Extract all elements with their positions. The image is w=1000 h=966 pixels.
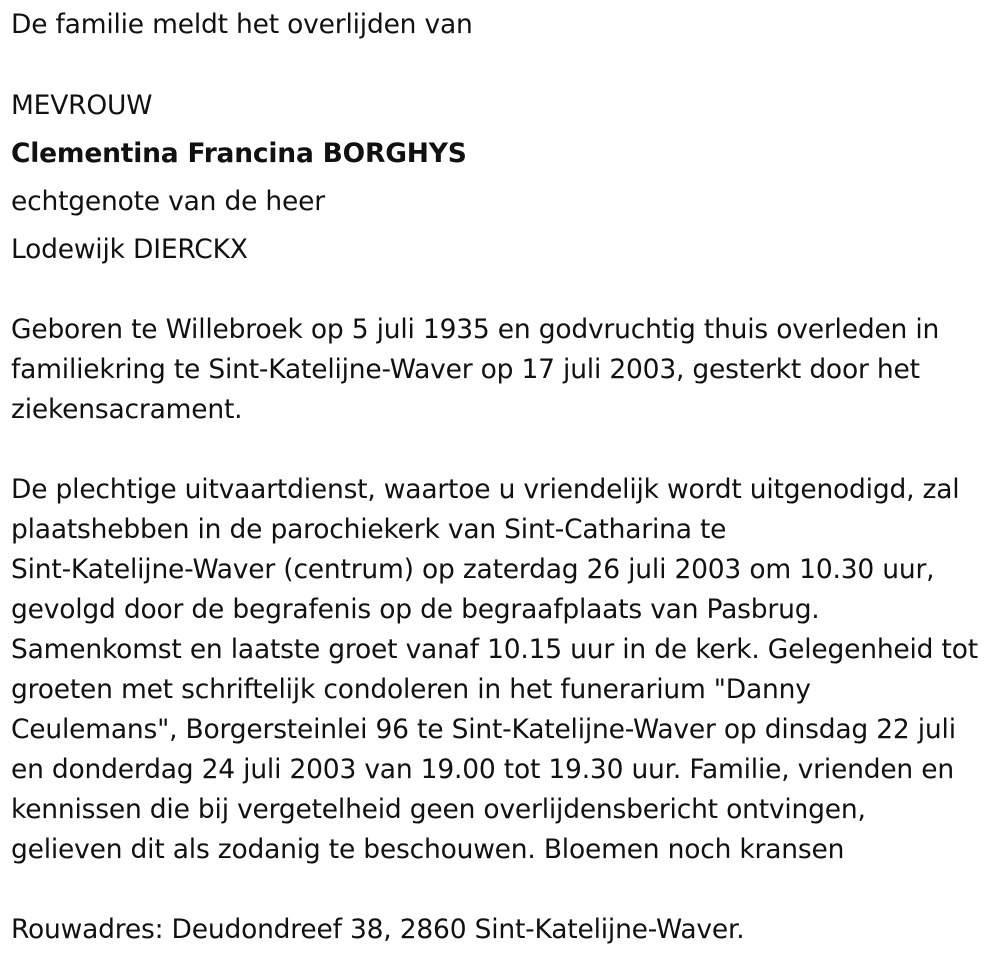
paragraph-line: gevolgd door de begrafenis op de begraafplaats van Pasbrug. [11, 594, 820, 625]
spouse-name: Lodewijk DIERCKX [11, 234, 248, 265]
paragraph-line: Samenkomst en laatste groet vanaf 10.15 uur in de kerk. Gelegenheid tot [11, 634, 978, 665]
paragraph-line: Ceulemans", Borgersteinlei 96 te Sint-Katelijne-Waver op dinsdag 22 juli [11, 714, 956, 745]
mourning-address: Rouwadres: Deudondreef 38, 2860 Sint-Katelijne-Waver. [11, 914, 745, 945]
paragraph-line: kennissen die bij vergetelheid geen overlijdensbericht ontvingen, [11, 794, 866, 825]
paragraph-line: Geboren te Willebroek op 5 juli 1935 en godvruchtig thuis overleden in [11, 314, 940, 345]
intro-line: De familie meldt het overlijden van [11, 9, 473, 40]
paragraph-line: ziekensacrament. [11, 394, 243, 425]
paragraph-line: gelieven dit als zodanig te beschouwen. Bloemen noch kransen [11, 834, 845, 865]
paragraph-line: plaatshebben in de parochiekerk van Sint-Catharina te [11, 514, 727, 545]
paragraph-line: en donderdag 24 juli 2003 van 19.00 tot 19.30 uur. Familie, vrienden en [11, 754, 954, 785]
paragraph-line: groeten met schriftelijk condoleren in het funerarium "Danny [11, 674, 811, 705]
paragraph-line: De plechtige uitvaartdienst, waartoe u vriendelijk wordt uitgenodigd, zal [11, 474, 960, 505]
paragraph-line: familiekring te Sint-Katelijne-Waver op 17 juli 2003, gesterkt door het [11, 354, 920, 385]
deceased-name: Clementina Francina BORGHYS [11, 138, 467, 169]
paragraph-line: Sint-Katelijne-Waver (centrum) op zaterdag 26 juli 2003 om 10.30 uur, [11, 554, 935, 585]
salutation: MEVROUW [11, 90, 153, 121]
relation-line: echtgenote van de heer [11, 186, 325, 217]
